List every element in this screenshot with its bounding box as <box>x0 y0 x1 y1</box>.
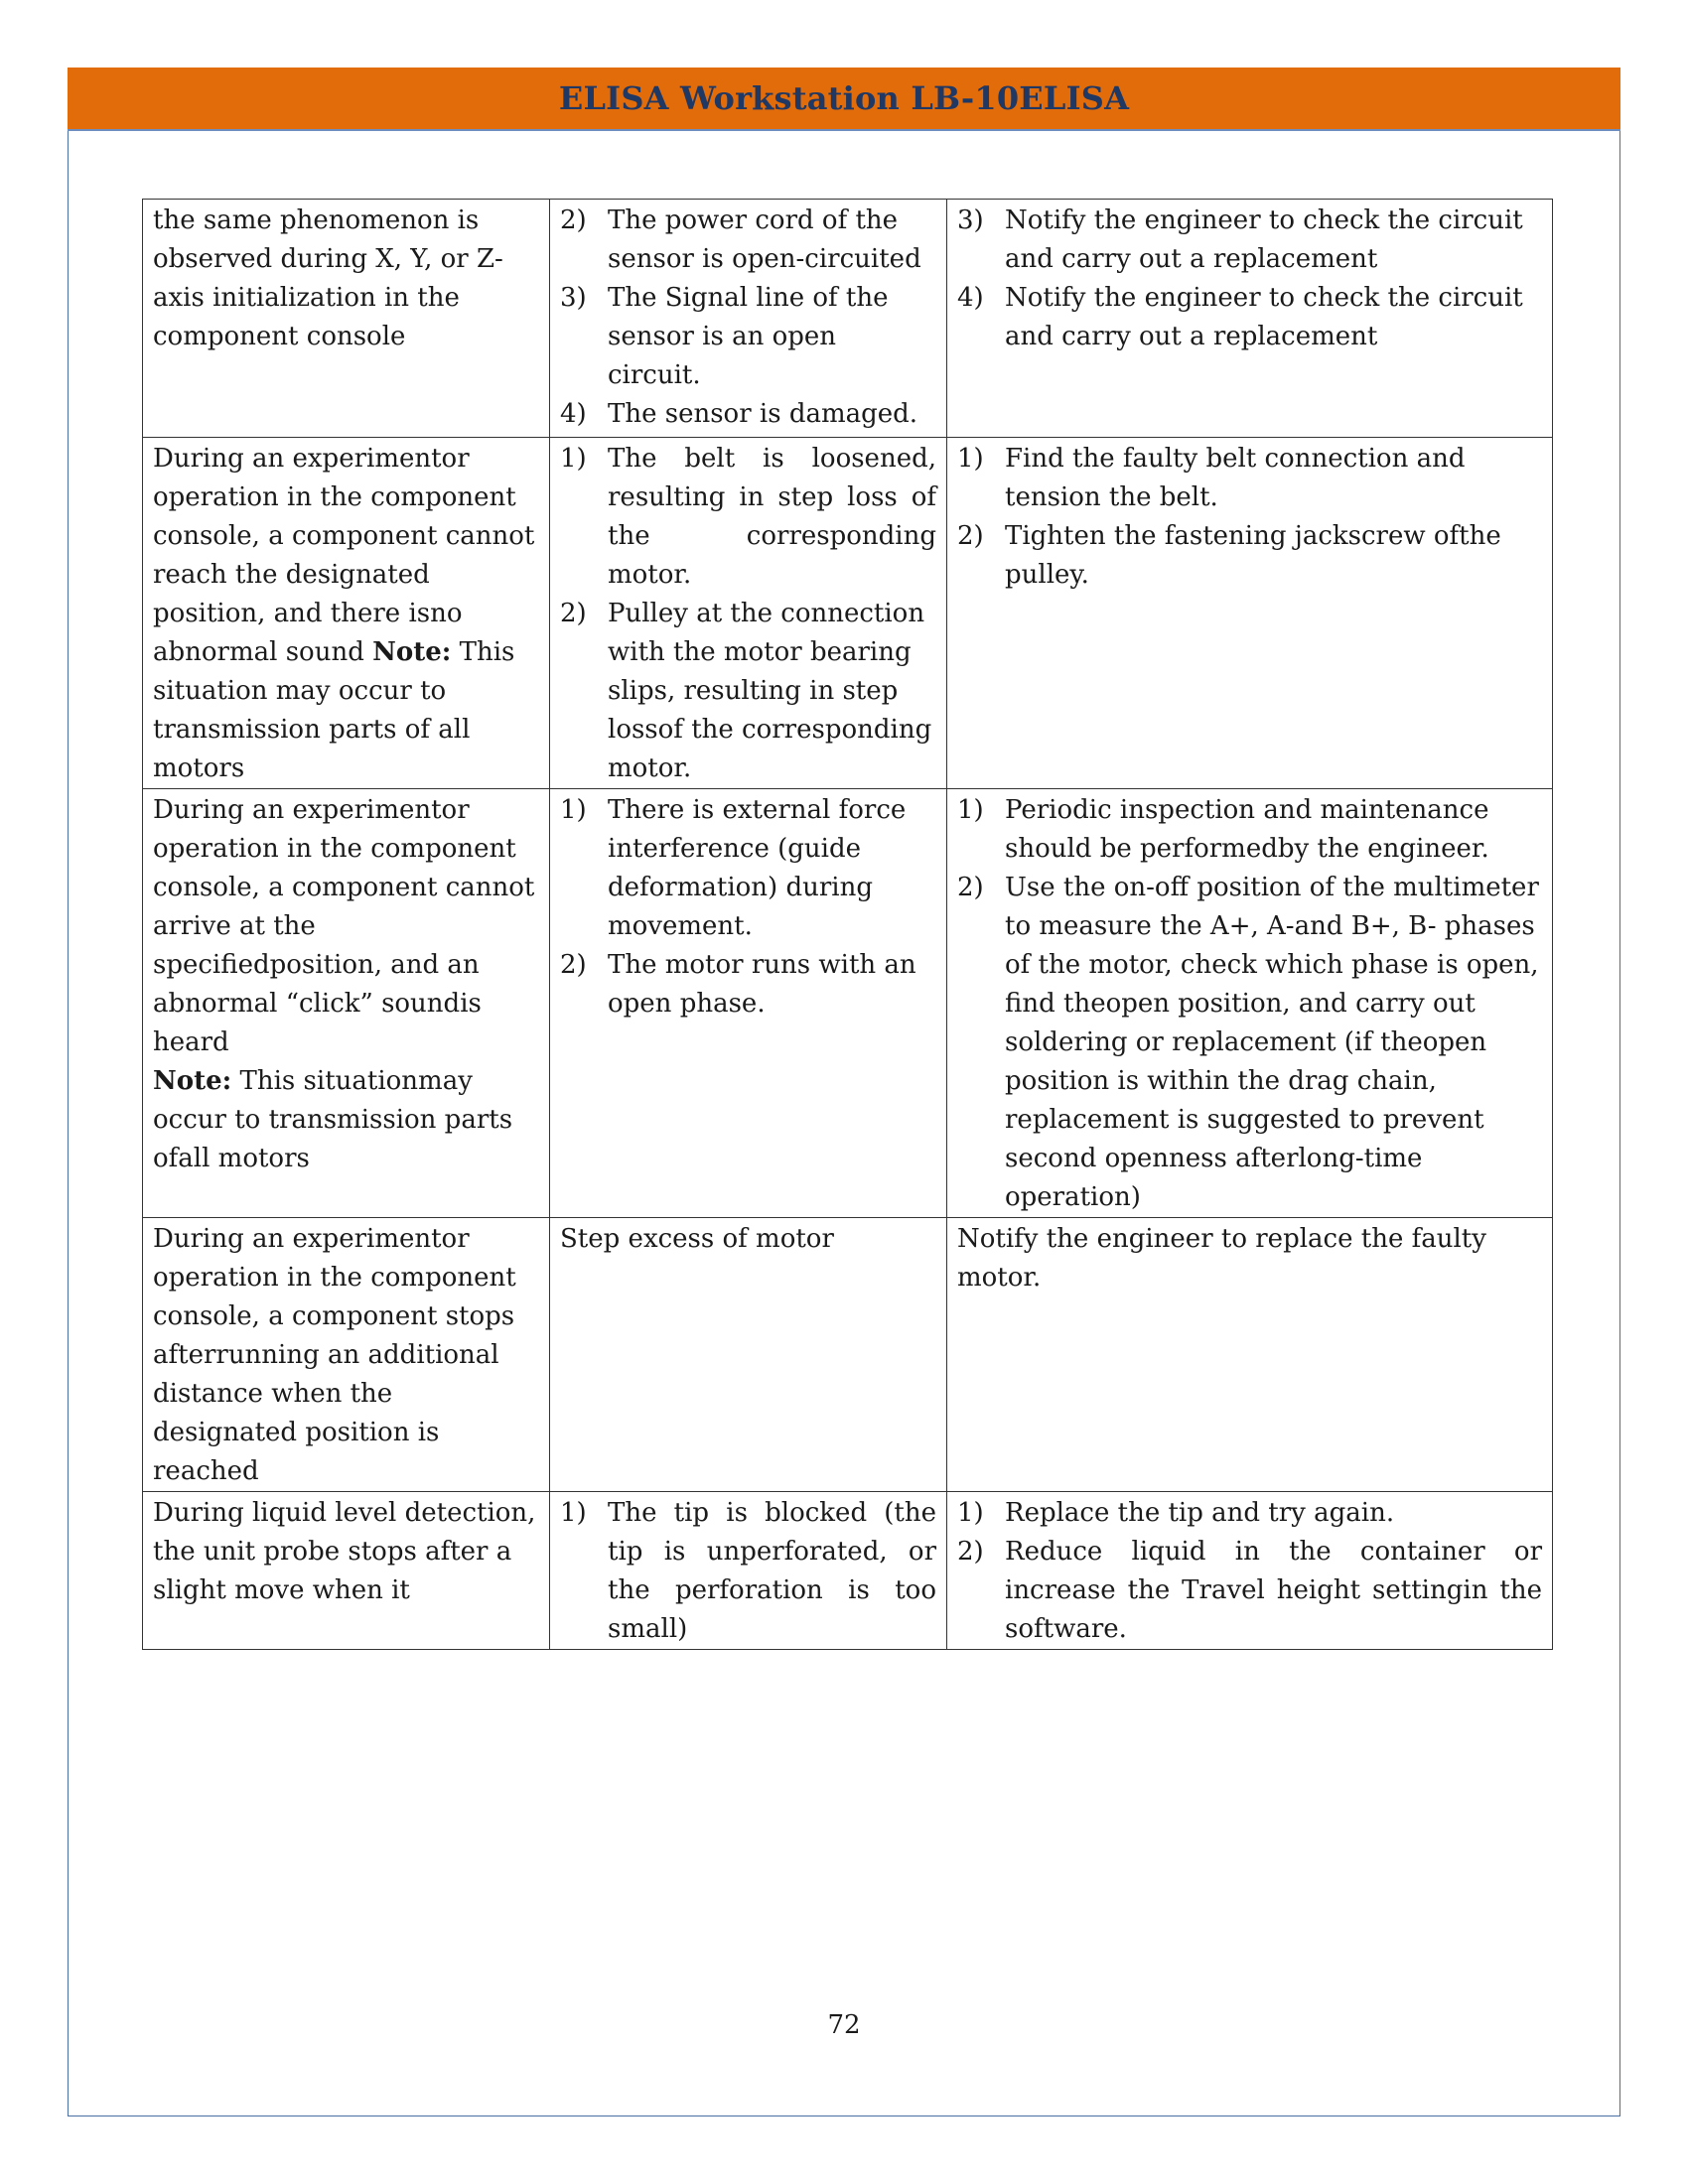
symptom-cell <box>143 789 550 1218</box>
cause-cell <box>550 789 947 1218</box>
document-title: ELISA Workstation LB-10ELISA <box>558 79 1130 117</box>
solution-cell <box>947 789 1553 1218</box>
solution-cell <box>947 1492 1553 1650</box>
list-item: 1) The tip is blocked (the tip is unperforated, or the perforation is too small) <box>560 1498 936 1644</box>
list-item: 2) Pulley at the connection with the motor bearing slips, resulting in step lossof the corresponding motor. <box>560 599 932 783</box>
list-item: 2) Use the on-off position of the multimeter to measure the A+, A-and B+, B- phases of the motor, check which phase is open, find theopen position, and carry out soldering or replacement (if theopen position is within the drag chain, replacement is suggested to prevent second openness afterlong-time operation) <box>957 873 1539 1212</box>
cause-cell <box>550 1492 947 1650</box>
cause-cell <box>550 438 947 789</box>
note-label: Note: <box>153 1066 232 1096</box>
list-item: 4) The sensor is damaged. <box>560 399 918 429</box>
cause-cell <box>550 200 947 438</box>
table-row <box>143 1492 1553 1650</box>
page-number: 72 <box>827 2010 861 2040</box>
solution-text: Notify the engineer to replace the faulty motor. <box>957 1224 1486 1293</box>
symptom-cell <box>143 200 550 438</box>
list-item: 1) There is external force interference (guide deformation) during movement. <box>560 795 907 941</box>
cause-cell <box>550 1218 947 1492</box>
symptom-text: the same phenomenon is observed during X, Y, or Z-axis initialization in the component console <box>153 205 503 351</box>
list-item: 2) The motor runs with an open phase. <box>560 950 916 1019</box>
list-item: 2) The power cord of the sensor is open-circuited <box>560 205 921 274</box>
troubleshooting-table <box>142 199 1553 1650</box>
symptom-text: During an experimentor operation in the component console, a component stops afterrunning an additional distance when the designated position is reached <box>153 1224 516 1486</box>
symptom-text: During liquid level detection, the unit probe stops after a slight move when it <box>153 1498 536 1605</box>
table-row <box>143 1218 1553 1492</box>
table-row <box>143 200 1553 438</box>
symptom-text: During an experimentor operation in the component console, a component cannot reach the designated position, and there isno abnormal sound <box>153 444 535 667</box>
cause-text: Step excess of motor <box>560 1224 834 1254</box>
list-item: 2) Tighten the fastening jackscrew ofthe pulley. <box>957 521 1501 590</box>
list-item: 1) Find the faulty belt connection and tension the belt. <box>957 444 1466 512</box>
note-text: This situation may occur to transmission parts of all motors <box>153 637 515 783</box>
list-item: 3) The Signal line of the sensor is an open circuit. <box>560 283 889 390</box>
symptom-cell <box>143 1492 550 1650</box>
list-item: 2) Reduce liquid in the container or increase the Travel height settingin the software. <box>957 1537 1542 1644</box>
list-item: 4) Notify the engineer to check the circuit and carry out a replacement <box>957 283 1523 351</box>
solution-cell <box>947 438 1553 789</box>
symptom-cell <box>143 1218 550 1492</box>
table-row <box>143 789 1553 1218</box>
symptom-text: During an experimentor operation in the component console, a component cannot arrive at the specifiedposition, and an abnormal “click” soundis heard <box>153 795 535 1057</box>
list-item: 1) The belt is loosened, resulting in step loss of the corresponding motor. <box>560 444 936 590</box>
list-item: 1) Periodic inspection and maintenance should be performedby the engineer. <box>957 795 1489 864</box>
list-item: 3) Notify the engineer to check the circuit and carry out a replacement <box>957 205 1523 274</box>
list-item: 1) Replace the tip and try again. <box>957 1498 1395 1528</box>
solution-cell <box>947 1218 1553 1492</box>
table-row <box>143 438 1553 789</box>
symptom-cell <box>143 438 550 789</box>
document-header <box>68 68 1620 131</box>
note-label: Note: <box>372 637 452 667</box>
solution-cell <box>947 200 1553 438</box>
note-text: This situationmay occur to transmission parts ofall motors <box>153 1066 513 1173</box>
